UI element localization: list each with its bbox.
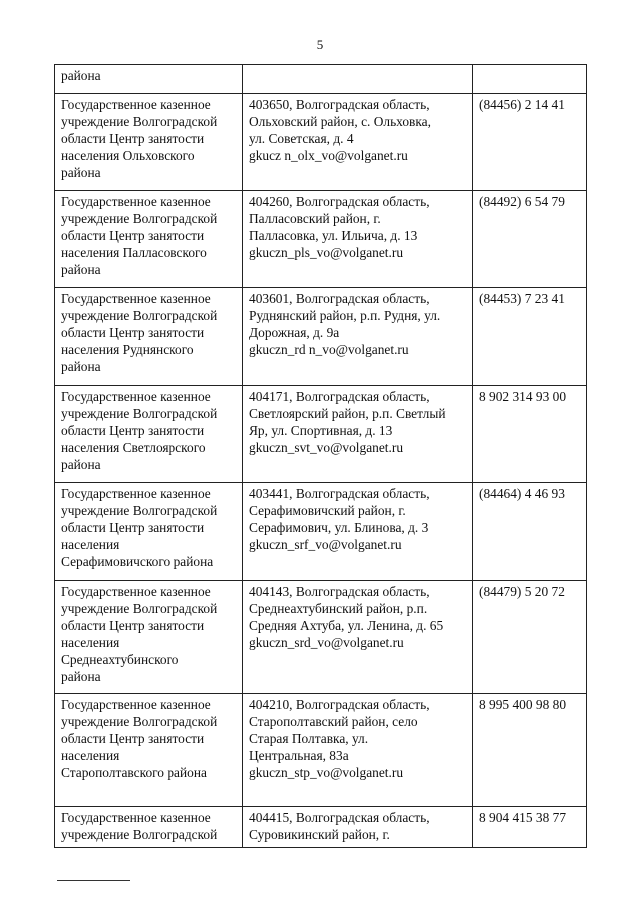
organization-line: района — [61, 457, 101, 472]
address-line: 404210, Волгоградская область, — [249, 697, 430, 712]
address-line: Центральная, 83а — [249, 748, 349, 763]
contacts-table — [54, 64, 587, 848]
address-line: 404260, Волгоградская область, — [249, 194, 430, 209]
email-address: gkuczn_svt_vo@volganet.ru — [249, 440, 404, 455]
organization-line: Государственное казенное — [61, 810, 211, 825]
table-row — [55, 807, 587, 848]
phone-cell — [473, 386, 587, 483]
page-number: 5 — [316, 37, 324, 52]
organization-line: области Центр занятости — [61, 325, 205, 340]
phone-cell — [473, 483, 587, 581]
address-line: 404143, Волгоградская область, — [249, 584, 430, 599]
phone-cell — [473, 94, 587, 191]
address-line: 403441, Волгоградская область, — [249, 486, 430, 501]
address-line: Серафимовичский район, г. — [249, 503, 406, 518]
organization-line: населения — [61, 537, 120, 552]
address-cell — [243, 191, 473, 288]
organization-cell — [55, 581, 243, 694]
organization-line: района — [61, 68, 101, 83]
organization-line: учреждение Волгоградской — [61, 211, 218, 226]
phone-cell — [473, 288, 587, 386]
organization-line: учреждение Волгоградской — [61, 503, 218, 518]
organization-line: Государственное казенное — [61, 291, 211, 306]
phone-cell — [473, 694, 587, 807]
phone-number: (84464) 4 46 93 — [479, 486, 565, 501]
email-address: gkuczn_rd n_vo@volganet.ru — [249, 342, 409, 357]
organization-line: населения Светлоярского — [61, 440, 206, 455]
address-cell — [243, 807, 473, 848]
phone-number: (84456) 2 14 41 — [479, 97, 565, 112]
organization-cell — [55, 94, 243, 191]
table-row — [55, 288, 587, 386]
organization-line: района — [61, 359, 101, 374]
address-line: Серафимович, ул. Блинова, д. 3 — [249, 520, 429, 535]
organization-line: Государственное казенное — [61, 486, 211, 501]
phone-number: 8 995 400 98 80 — [479, 697, 567, 712]
organization-line: Государственное казенное — [61, 389, 211, 404]
address-line: ул. Советская, д. 4 — [249, 131, 354, 146]
organization-line: учреждение Волгоградской — [61, 827, 218, 842]
table-row — [55, 694, 587, 807]
address-line: Суровикинский район, г. — [249, 827, 390, 842]
table-row — [55, 94, 587, 191]
address-cell — [243, 581, 473, 694]
organization-line: населения Палласовского — [61, 245, 207, 260]
address-line: Палласовка, ул. Ильича, д. 13 — [249, 228, 418, 243]
organization-cell — [55, 386, 243, 483]
organization-line: Государственное казенное — [61, 584, 211, 599]
organization-cell — [55, 65, 243, 94]
organization-line: области Центр занятости — [61, 131, 205, 146]
email-address: gkuczn_srf_vo@volganet.ru — [249, 537, 402, 552]
table-row — [55, 65, 587, 94]
organization-line: Серафимовичского района — [61, 554, 214, 569]
phone-cell — [473, 191, 587, 288]
organization-cell — [55, 288, 243, 386]
table-row — [55, 386, 587, 483]
address-line: 404415, Волгоградская область, — [249, 810, 430, 825]
organization-line: учреждение Волгоградской — [61, 308, 218, 323]
phone-cell — [473, 807, 587, 848]
contacts-table-body — [55, 65, 587, 848]
organization-line: Государственное казенное — [61, 97, 211, 112]
footer-divider — [57, 880, 130, 881]
email-address: gkucz n_olx_vo@volganet.ru — [249, 148, 408, 163]
phone-number: 8 904 415 38 77 — [479, 810, 567, 825]
organization-line: населения — [61, 635, 120, 650]
table-row — [55, 483, 587, 581]
address-cell — [243, 65, 473, 94]
address-line: Ольховский район, с. Ольховка, — [249, 114, 431, 129]
table-row — [55, 191, 587, 288]
organization-cell — [55, 694, 243, 807]
organization-line: области Центр занятости — [61, 520, 205, 535]
address-cell — [243, 288, 473, 386]
email-address: gkuczn_stp_vo@volganet.ru — [249, 765, 404, 780]
address-line: Светлоярский район, р.п. Светлый — [249, 406, 446, 421]
address-cell — [243, 386, 473, 483]
organization-line: Государственное казенное — [61, 697, 211, 712]
organization-line: области Центр занятости — [61, 423, 205, 438]
address-cell — [243, 483, 473, 581]
organization-line: района — [61, 165, 101, 180]
organization-line: учреждение Волгоградской — [61, 114, 218, 129]
organization-cell — [55, 483, 243, 581]
address-line: Яр, ул. Спортивная, д. 13 — [249, 423, 393, 438]
organization-line: области Центр занятости — [61, 228, 205, 243]
organization-line: населения Ольховского — [61, 148, 195, 163]
address-line: Старополтавский район, село — [249, 714, 418, 729]
organization-cell — [55, 191, 243, 288]
organization-line: населения Руднянского — [61, 342, 194, 357]
address-line: Палласовский район, г. — [249, 211, 381, 226]
organization-line: Среднеахтубинского — [61, 652, 179, 667]
address-line: Руднянский район, р.п. Рудня, ул. — [249, 308, 441, 323]
table-row — [55, 581, 587, 694]
address-cell — [243, 694, 473, 807]
phone-cell — [473, 581, 587, 694]
organization-line: района — [61, 669, 101, 684]
address-line: Старая Полтавка, ул. — [249, 731, 369, 746]
organization-line: области Центр занятости — [61, 618, 205, 633]
address-line: Дорожная, д. 9а — [249, 325, 340, 340]
phone-number: (84453) 7 23 41 — [479, 291, 565, 306]
phone-number: 8 902 314 93 00 — [479, 389, 567, 404]
organization-line: Старополтавского района — [61, 765, 207, 780]
address-line: 404171, Волгоградская область, — [249, 389, 430, 404]
organization-cell — [55, 807, 243, 848]
address-line: Среднеахтубинский район, р.п. — [249, 601, 428, 616]
organization-line: учреждение Волгоградской — [61, 601, 218, 616]
organization-line: Государственное казенное — [61, 194, 211, 209]
address-line: Средняя Ахтуба, ул. Ленина, д. 65 — [249, 618, 444, 633]
organization-line: учреждение Волгоградской — [61, 406, 218, 421]
organization-line: учреждение Волгоградской — [61, 714, 218, 729]
phone-number: (84479) 5 20 72 — [479, 584, 565, 599]
address-line: 403650, Волгоградская область, — [249, 97, 430, 112]
phone-cell — [473, 65, 587, 94]
email-address: gkuczn_srd_vo@volganet.ru — [249, 635, 404, 650]
address-line: 403601, Волгоградская область, — [249, 291, 430, 306]
phone-number: (84492) 6 54 79 — [479, 194, 565, 209]
organization-line: населения — [61, 748, 120, 763]
organization-line: области Центр занятости — [61, 731, 205, 746]
email-address: gkuczn_pls_vo@volganet.ru — [249, 245, 404, 260]
organization-line: района — [61, 262, 101, 277]
address-cell — [243, 94, 473, 191]
